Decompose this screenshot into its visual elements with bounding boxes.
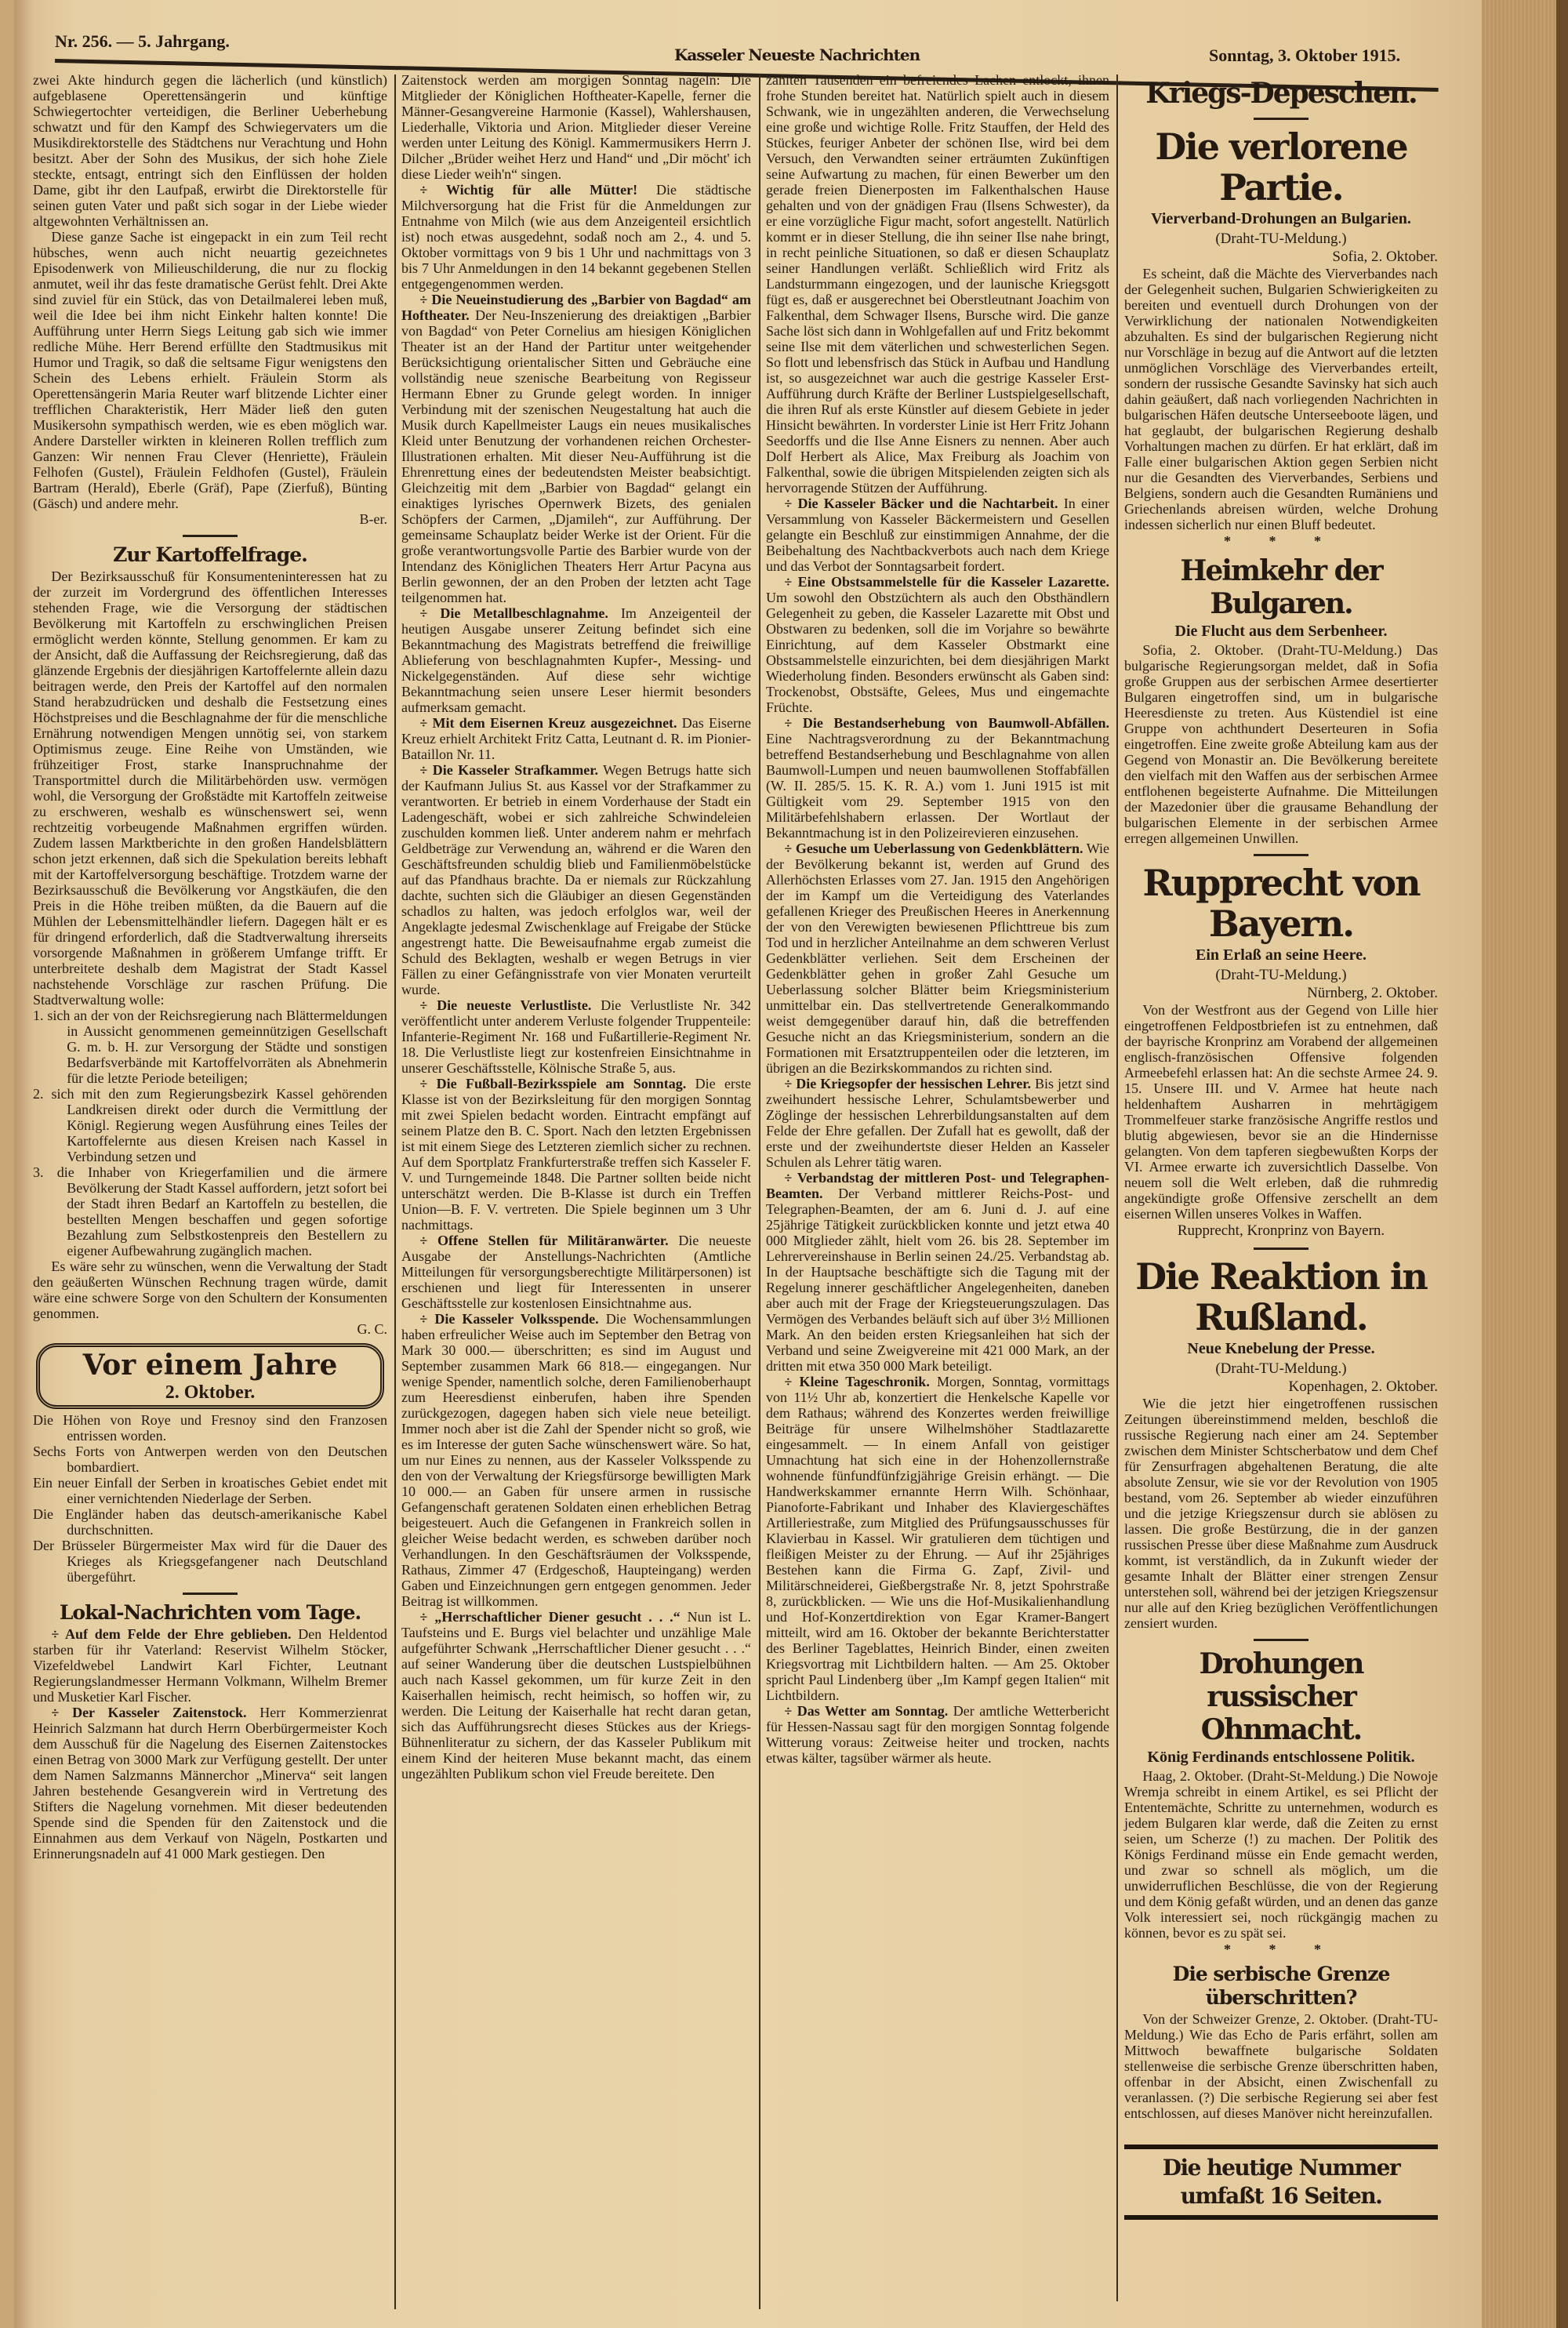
item-text: Nun ist L. Taufsteins und E. Burgs viel belachter und unzählige Male aufgeführter Schwank „Herrschaftlicher Diener gesucht . . .“ auf seiner Wanderung über die deutschen Lustspielbühnen auch nach Kassel gekommen, um für kurze Zeit in den Kaiserhallen heimisch, recht heimisch, so hoffen wir, zu werden. Die Leitung der Kaiserhalle hat recht daran getan, sich das Aufführungsrecht dieses Stückes aus der Kriegs-Bühnenliteratur zu sichern, der das Kasseler Publikum mit einem Kind der heiteren Muse bekannt macht, das einem ungezählten Publikum schon viel Freude bereitete. Den [401,1609,751,1781]
item-text: Die städtische Milchversorgung hat die Frist für die Anmeldungen zur Entnahme von Milch (wie aus dem Anzeigenteil ersichtlich ist) noch etwas ausgedehnt, sodaß noch am 2., 4. und 5. Oktober vormittags von 9 bis 1 Uhr und nachmittags von 3 bis 7 Uhr Anmeldungen in den 14 bekannt gegebenen Stellen entgegengenommen werden. [401,182,751,292]
list-item: 3. die Inhaber von Kriegerfamilien und die ärmere Bevölkerung der Stadt Kassel auffordern, jetzt sofort bei der Stadt ihren Bedarf an Kartoffeln zu bestellen, die bestellten Mengen beschaffen und gegen sofortige Bezahlung zum Selbstkostenpreis den Bestellern zu eigener Aufbewahrung zugänglich machen. [33,1164,387,1258]
item-text: Die erste Klasse ist von der Bezirksleitung für den morgigen Sonntag mit zwei Spielen bedacht worden. Eintracht empfängt auf seinem Platze den B. C. Sport. Nach den letzten Ergebnissen ist mit einem Siege des Letzteren ziemlich sicher zu rechnen. Auf dem Sportplatz Frankfurterstraße treffen sich Kasseler F. V. und Turngemeinde 1848. Die Partner sollten beide nicht unterschätzt werden. Die B-Klasse ist durch ein Treffen Union—B. F. V. vertreten. Die Spiele beginnen um 3 Uhr nachmittags. [401,1076,751,1233]
dateline: Sofia, 2. Oktober. [1332,249,1438,265]
author-signature: B-er. [359,511,387,527]
item-lead: ÷ Die Fußball-Bezirksspiele am Sonntag. [419,1076,687,1091]
column-2 [401,72,751,1781]
item-text: Wegen Betrugs hatte sich der Kaufmann Julius St. aus Kassel vor der Strafkammer zu verantworten. Er betrieb in einem Vorderhause der Stadt ein Ladengeschäft, wobei er sich zahlreiche Schwindeleien zuschulden kommen ließ. Unter anderem nahm er mehrfach Geldbeträge zur Verwendung an, während er die Waren den Geschäftsfreunden schuldig blieb und Familienmöbelstücke auf das Pfandhaus brachte. Da er niemals zur Rückzahlung dachte, suchten sich die Gläubiger an diesen Gegenständen schadlos zu halten, was jedoch erfolglos war, weil der Angeklagte jedesmal Zwischenklage auf Freigabe der Stücke angestrengt hatte. Die Beweisaufnahme ergab zumeist die Schuld des Beklagten, weshalb er wegen Betrugs in vier Fällen zu einer Gefängnisstrafe von vier Monaten verurteilt wurde. [401,762,752,997]
paragraph [401,1311,751,1609]
item-lead: ÷ Gesuche um Ueberlassung von Gedenkblättern. [784,841,1083,856]
item-lead: ÷ Offene Stellen für Militäranwärter. [419,1233,669,1248]
subheadline: Vierverband-Drohungen an Bulgarien. [1151,210,1411,227]
paragraph [33,1705,387,1861]
paragraph: Diese ganze Sache ist eingepackt in ein zum Teil recht hübsches, wenn auch nicht neuartig gezeichnetes Episodenwerk von Milieuschilderung, die nur zu flockig anmutet, weil ihr das feste dramatische Gerüst fehlt. Drei Akte sind zuviel für ein Stück, das von Detailmalerei leben muß, weil die Idee bei ihm nicht Einkehr halten konnte! Die Aufführung unter Herrn Siegs Leitung gab sich wie immer redliche Mühe. Herr Berend erfüllte den Stadtmusikus mit Humor und Tragik, so daß die seltsame Figur wenigstens den Schein des Lebens erhielt. Fräulein Storm als Operettensängerin Maria Reuter warf blitzende Lichter einer trefflichen Charakteristik, Herr Mäder ließ den guten Musikersohn sympathisch werden, wie es eben möglich war. Andere Darsteller wirkten in kleineren Rollen trefflich zum Ganzen: Wir nennen Frau Clever (Henriette), Fräulein Felhofen (Gustel), Fräulein Feldhofen (Gustel), Fräulein Bartram (Herald), Eberle (Gräf), Pape (Zierfuß), Bünting (Gäsch) und andere mehr. [33,229,387,511]
paragraph: Sofia, 2. Oktober. (Draht-TU-Meldung.) Das bulgarische Regierungsorgan meldet, daß in Sofia große Gruppen aus der serbischen Armee desertierter Bulgaren eingetroffen sind, um in bulgarische Heeresdienste zu treten. Aus Küstendiel ist eine Gruppe von achthundert Deserteuren in Sofia eingetroffen. Eine zweite große Abteilung kam aus der Gegend von Monastir an. Die Bevölkerung bereitete den vielfach mit den Waffen aus der serbischen Armee entflohenen begeisterte Aufnahme. Die Mitteilungen der Mazedonier über die grausame Behandlung der bulgarischen Elemente in der serbischen Armee erregen allgemeinen Unwillen. [1124,642,1438,846]
list-item: Die Höhen von Roye und Fresnoy sind den Franzosen entrissen worden. [33,1412,387,1444]
section-heading: Die serbische Grenze überschritten? [1172,1963,1390,2009]
dateline: (Draht-TU-Meldung.) [1215,967,1347,983]
vor-einem-jahre-box [36,1343,384,1409]
item-lead: ÷ Die Metallbeschlagnahme. [419,605,608,621]
divider [183,1593,238,1595]
item-text: Morgen, Sonntag, vormittags von 11½ Uhr ab, konzertiert die Henkelsche Kapelle vor dem Rathaus; während des Konzertes werden freiwillige Beiträge für unsere Wilhelmshöher Stadtlazarette eingesammelt. — In einem Anfall von geistiger Umnachtung hat sich eine in der Hohenzollernstraße wohnende fünfundfünfzigjährige Greisin erhängt. — Die Handwerkskammer ernannte Herrn Wilh. Schönhaar, Pianoforte-Fabrikant und Inhaber des Klaviergeschäftes Artilleriestraße, zum Mitglied des Prüfungsausschusses für Klavierbau in Kassel. Wir gratulieren dem tüchtigen und fleißigen Meister zu der Ehrung. — Auf ihr 25jähriges Bestehen kann die Firma G. Zapf, Zivil- und Militärschneiderei, Gießbergstraße Nr. 8, jetzt Spohrstraße 8, zurückblicken. — Wie uns die Hof-Musikalienhandlung und Hof-Konzertdirektion von Egar Kramer-Bangert mitteilt, wird am 16. Oktober der bekannte Berichterstatter des Berliner Tageblattes, Heinrich Binder, einen zweiten Kriegsvortrag mit Lichtbildern halten. — Am 25. Oktober spricht Paul Lindenberg über „Im Kampf gegen Italien“ mit Lichtbildern. [766,1374,1109,1703]
item-lead: ÷ Verbandstag der mittleren Post- und Telegraphen-Beamten. [766,1170,1109,1201]
item-lead: ÷ Die Kasseler Volksspende. [419,1311,599,1327]
dateline: Kopenhagen, 2. Oktober. [1288,1378,1438,1395]
list-item: Die Engländer haben das deutsch-amerikanische Kabel durchschnitten. [33,1506,387,1538]
paragraph [766,1076,1109,1170]
list-item: 2. sich mit den zum Regierungsbezirk Kassel gehörenden Landkreisen direkt oder durch die Vermittlung der Königl. Regierung wegen Ausführung eines Teiles der Kartoffelernte aus diesen Kreisen nach Kassel in Verbindung setzen und [33,1086,387,1164]
item-lead: ÷ Die neueste Verlustliste. [419,997,592,1013]
item-text: Im Anzeigenteil der heutigen Ausgabe unserer Zeitung befindet sich eine Bekanntmachung des Magistrats betreffend die freiwillige Ablieferung von beschlagnahmten Kupfer-, Messing- und Nickelgegenständen. Auf diese sehr wichtige Bekanntmachung seien unsere Leser hiermit besonders aufmerksam gemacht. [401,605,751,715]
issue-number: Nr. 256. — 5. Jahrgang. [55,31,230,51]
item-text: Um sowohl den Obstzüchtern als auch den Obsthändlern Gelegenheit zu geben, die Kasseler Lazarette mit Obst und Obstwaren zu bedenken, soll die im Vorjahre so bewährte Einrichtung, auf dem Kasseler Obstmarkt eine Obstsammelstelle einzurichten, bei dem diesjährigen Markt Wiederholung finden. Besonders erwünscht als Gaben sind: Trockenobst, Obstsäfte, Gelees, Mus und eingemachte Früchte. [766,590,1109,715]
item-text: Das Eiserne Kreuz erhielt Architekt Fritz Catta, Leutnant d. R. im Pionier-Bataillon Nr. 11. [401,715,751,762]
item-lead: ÷ Auf dem Felde der Ehre geblieben. [51,1626,292,1642]
item-text: Der Verband mittlerer Reichs-Post- und Telegraphen-Beamten, der am 6. Juni d. J. auf eine 25jährige Tätigkeit zurückblicken konnte und jetzt etwa 40 000 Mitglieder zählt, hielt vom 26. bis 28. September im Lehrervereinshause in Berlin seinen 24./25. Verbandstag ab. In der Hauptsache beschäftigte sich die Tagung mit der Regelung innerer geschäftlicher Angelegenheiten, daneben aber auch mit der Frage der Kriegsteuerungszulagen. Das Vermögen des Verbandes beläuft sich auf über 3½ Millionen Mark. An den beiden ersten Kriegsanleihen hat sich der Verband und seine Zweigvereine mit 421 000 Mark, an der dritten mit etwa 350 000 Mark beteiligt. [766,1186,1109,1374]
masthead: Kasseler Neueste Nachrichten [674,45,920,64]
column-3 [766,72,1109,1766]
divider [183,535,238,537]
headline: Drohungen russischer Ohnmacht. [1199,1647,1363,1746]
paragraph [401,605,751,715]
paragraph: Es scheint, daß die Mächte des Vierverbandes nach der Gelegenheit suchen, Bulgarien Schwierigkeiten zu bereiten und eventuell durch Drohungen von der Verwirklichung der nationalen Notwendigkeiten abzuhalten. Es sind der bulgarischen Regierung nicht nur Vorschläge in bezug auf die Antwort auf die letzten unmöglichen Vorschläge des Vierverbandes erteilt, sondern der russische Gesandte Savinsky hat sich auch dahin geäußert, daß nach vorliegenden Nachrichten in bulgarischen Häfen deutsche Unterseeboote lägen, und hat geglaubt, der bulgarischen Regierung deshalb Vorhaltungen machen zu dürfen. Er hat erklärt, daß im Falle einer bulgarischen Aktion gegen Serbien nicht nur die Gesandten des Vierverbandes, Serbiens und Belgiens, sondern auch die Gesandten Rumäniens und Griechenlands abreisen würden, welche Drohung indessen sicherlich nur einen Bluff bedeutet. [1124,266,1438,532]
section-separator: * * * [1224,1941,1338,1957]
headline: Die verlorene Partie. [1155,125,1407,209]
section-separator: * * * [1224,533,1338,549]
item-text: Den Heldentod starben für ihr Vaterland: Reservist Wilhelm Stöcker, Vizefeldwebel Landwirt Karl Fichter, Leutnant Regierungslandmesser Hermann Volkmann, Wilhelm Bremer und Musketier Karl Fischer. [33,1626,387,1705]
page-count-banner: Die heutige Nummer umfaßt 16 Seiten. [1124,2145,1438,2220]
paragraph [766,715,1109,841]
divider [1254,118,1308,120]
item-lead: ÷ Die Neueinstudierung des „Barbier von Bagdad“ am Hoftheater. [401,292,751,323]
paragraph: zählten Tausenden ein befreiendes Lachen entlockt, ihnen frohe Stunden bereitet hat. Natürlich spielt auch in diesem Schwank, wie in ungezählten anderen, die Verwechselung eine große und wichtige Rolle. Fritz Stauffen, der Held des Stückes, feuriger Anbeter der schönen Ilse, wird bei dem Versuch, den Verwandten seiner erträumten Zukünftigen seine Aufwartung zu machen, für einen Bewerber um den gerade freien Dienerposten im Falkenthalschen Hause gehalten und von der gnädigen Frau (Ilsens Schwester), da er eine vorzügliche Figur macht, sofort angestellt. Natürlich kommt er in dieser Stellung, die ihn seiner Ilse nahe bringt, in recht peinliche Situationen, so daß er diesen Schauplatz seiner Handlungen verläßt. Schließlich wird Fritz als Landsturmmann eingezogen, und der launische Kriegsgott fügt es, daß er ausgerechnet bei Oberstleutnant Joachim von Falkenthal, dem Schwager Ilsens, Bursche wird. Die ganze Sache löst sich dann in Wohlgefallen auf und Fritz bekommt seine Ilse mit dem väterlichen und schwesterlichen Segen. So flott und lebensfrisch das Stück in Aufbau und Handlung ist, so ausgezeichnet war auch die gestrige Kasseler Erst-Aufführung durch Kräfte der Berliner Lustspielgesellschaft, die ihren Ruf als erste Künstler auf diesem Gebiete in jeder Hinsicht bewährten. In vorderster Linie ist Herr Fritz Johann Seedorffs und die Ilse Anne Eisners zu nennen. Aber auch Dolf Herbert als Alice, Max Freiburg als Joachim von Falkenthal, sowie die übrigen Mitspielenden zeigten sich als hervorragende Stützen der Aufführung. [766,72,1109,496]
item-lead: ÷ Die Kasseler Strafkammer. [419,762,599,778]
item-lead: ÷ Kleine Tageschronik. [784,1374,930,1389]
author-signature: G. C. [357,1321,387,1337]
paragraph [401,762,751,997]
paragraph: Zaitenstock werden am morgigen Sonntag nageln: Die Mitglieder der Königlichen Hoftheater-Kapelle, ferner die Männer-Gesangvereine Harmonie (Kassel), Wahlershausen, Liederhalle, Viktoria und Arion. Mitglieder dieser Vereine werden unter Leitung des Königl. Kammermusikers Herrn J. Dilcher „Brüder weihet Herz und Hand“ und „Dir möcht' ich diese Lieder weih'n“ singen. [401,72,751,182]
paragraph [401,1609,751,1781]
column-4 [1124,72,1438,2220]
box-title: Vor einem Jahre [82,1349,338,1382]
paragraph [401,715,751,762]
dateline: Nürnberg, 2. Oktober. [1307,985,1438,1001]
section-heading: Lokal-Nachrichten vom Tage. [59,1601,361,1624]
item-lead: ÷ Wichtig für alle Mütter! [419,182,638,198]
item-lead: ÷ Das Wetter am Sonntag. [784,1703,949,1719]
subheadline: König Ferdinands entschlossene Politik. [1147,1749,1415,1766]
headline: Die Reaktion in Rußland. [1135,1255,1427,1338]
column-divider [759,74,760,2309]
paragraph [766,496,1109,574]
item-lead: ÷ Die Kasseler Bäcker und die Nachtarbeit. [784,496,1058,511]
list-item: Sechs Forts von Antwerpen werden von den Deutschen bombardiert. [33,1444,387,1475]
item-text: Eine Nachtragsverordnung zu der Bekanntmachung betreffend Bestandserhebung und Beschlagnahme von allen Baumwoll-Lumpen und neuen baumwollenen Stoffabfällen (W. II. 285/5. 15. K. R. A.) vom 1. Juni 1915 ist mit Gültigkeit vom 29. September 1915 von den Militärbefehlshabern erlassen. Der Wortlaut der Bekanntmachung ist in den Polizeirevieren einzusehen. [766,731,1109,841]
paragraph [766,1170,1109,1374]
item-text: Die Verlustliste Nr. 342 veröffentlicht unter anderem Verluste folgender Truppenteile: Infanterie-Regiment Nr. 168 und Fußartillerie-Regiment Nr. 18. Die Verlustliste liegt zur kostenfreien Einsichtnahme in unserer Geschäftsstelle, Kölnische Straße 5, aus. [401,997,752,1076]
paragraph: Wie die jetzt hier eingetroffenen russischen Zeitungen übereinstimmend melden, beschloß die russische Regierung nach einer am 24. September zwischen dem Minister Schtscherbatow und dem Chef für Zensurfragen abgehaltenen Beratung, die alte absolute Zensur, wie sie vor der Revolution von 1905 bestand, vom 26. September ab wieder einzuführen und die jetzige Kriegszensur durch sie ablösen zu lassen. Die große Bestürzung, die in der ganzen russischen Presse über diese Maßnahme zum Ausdruck kommt, ist verständlich, da in Zukunft wieder der gesamte Inhalt der Blätter einer strengen Zensur unterstehen soll, während bei der jetzigen Kriegszensur nur alle auf den Krieg bezüglichen Veröffentlichungen zensiert wurden. [1124,1396,1438,1631]
item-text: Der amtliche Wetterbericht für Hessen-Nassau sagt für den morgigen Sonntag folgende Witterung voraus: Zeitweise heiter und trocken, nachts etwas kälter, tagsüber wärmer als heute. [766,1703,1109,1766]
section-heading: Zur Kartoffelfrage. [113,543,307,566]
item-lead: ÷ Die Kriegsopfer der hessischen Lehrer. [784,1076,1032,1091]
subheadline: Die Flucht aus dem Serbenheer. [1174,623,1388,640]
list-item: 1. sich an der von der Reichsregierung nach Blättermeldungen in Aussicht genommenen gemeinnützigen Gesellschaft G. m. b. H. zur Versorgung der Städte und sonstigen Bedarfsverbände mit Kartoffelvorräten als Abnehmerin für die letzte Periode beteiligen; [33,1008,387,1086]
paragraph: Von der Schweizer Grenze, 2. Oktober. (Draht-TU-Meldung.) Wie das Echo de Paris erfährt, sollen am Mittwoch bewaffnete bulgarische Soldaten stellenweise die serbische Grenze überschritten haben, offenbar in der Absicht, einen Zwischenfall zu veranlassen. (?) Die serbische Regierung sei aber fest entschlossen, auf dieses Manöver nicht hereinzufallen. [1124,2011,1438,2121]
paragraph [401,997,751,1076]
paragraph [766,574,1109,715]
dateline: Rupprecht, Kronprinz von Bayern. [1177,1222,1385,1239]
item-text: Wie der Bevölkerung bekannt ist, werden auf Grund des Allerhöchsten Erlasses vom 27. Jan. 1915 den Angehörigen der im Kampf um die Verteidigung des Vaterlandes gefallenen Krieger des Preußischen Heeres in Anerkennung der von den Verewigten bewiesenen Pflichttreue bis zum Tod und in herzlicher Anteilnahme an dem schweren Verlust Gedenkblätter verliehen. Seit dem Erscheinen der Gedenkblätter gehen in großer Zahl Gesuche um Ueberlassung solcher Blätter beim Kriegsministerium unmittelbar ein. Das stellvertretende Generalkommando weist demgegenüber darauf hin, daß die betreffenden Gesuche nicht an das Kriegsministerium, sondern an die Formationen mit Ersatztruppenteilen oder die letzteren, im übrigen an die Bezirkskommandos zu richten sind. [766,841,1109,1076]
paragraph: Der Bezirksausschuß für Konsumenteninteressen hat zu der zurzeit im Vordergrund des öffentlichen Interesses stehenden Frage, wie die Versorgung der städtischen Bevölkerung mit Kartoffeln zu erschwinglichen Preisen ermöglicht werden könnte, Stellung genommen. Er kam zu der Ansicht, daß die Auffassung der Reichsregierung, daß das glänzende Ergebnis der diesjährigen Kartoffelernte allein dazu beitragen werde, den Preis der Kartoffel auf den normalen Stand herabzudrücken und deshalb die Festsetzung eines Höchstpreises und die Beschlagnahme der für die menschliche Ernährung notwendigen Mengen unnötig sei, von starkem Optimismus zeuge. Eine Reihe von Umständen, wie frühzeitiger Frost, starke Inanspruchnahme der Transportmittel durch die Militärbehörden usw. vermögen wohl, die Versorgung der Großstädte mit Kartoffeln zeitweise zu erschweren, weshalb es wünschenswert sei, wenn rechtzeitig vorbeugende Maßnahmen ergriffen würden. Zudem lassen Marktberichte in den großen Handelsblättern schon jetzt erkennen, daß sich die Spekulation bereits lebhaft mit der Kartoffelversorgung beschäftige. Trotzdem warne der Bezirksausschuß die Bevölkerung vor Angstkäufen, die den Preis in die Höhe treiben müßten, da die Bauern auf die Mühlen der Lebensmittelhändler liefern. Dagegen hält er es für dringend erforderlich, daß die Stadtverwaltung ihrerseits vorsorgende Maßnahmen in größerem Umfange trifft. Er unterbreitete deshalb dem Magistrat der Stadt Kassel nachstehende Vorschläge zur raschen Prüfung. Die Stadtverwaltung wolle: [33,568,387,1008]
list-item: Der Brüsseler Bürgermeister Max wird für die Dauer des Krieges als Kriegsgefangener nach Deutschland übergeführt. [33,1538,387,1585]
paragraph [401,1076,751,1233]
paragraph [401,1233,751,1311]
item-text: Bis jetzt sind zweihundert hessische Lehrer, Schulamtsbewerber und Zöglinge der hessischen Lehrerbildungsanstalten auf dem Felde der Ehre gefallen. Der Zufall hat es gewollt, daß der erste und der zweihundertste dieser Helden an Kasseler Schulen als Lehrer tätig waren. [766,1076,1110,1170]
item-lead: ÷ Mit dem Eisernen Kreuz ausgezeichnet. [419,715,677,731]
subheadline: Neue Knebelung der Presse. [1187,1340,1375,1357]
dateline: (Draht-TU-Meldung.) [1215,231,1347,247]
paragraph: zwei Akte hindurch gegen die lächerlich (und künstlich) aufgeblasene Operettensängerin und künftige Schwiegertochter verteidigen, die Berliner Ueberhebung schwatzt und für den Kampf des Schwiegervaters um die Musikdirektorstelle des Städtchens nur Verachtung und Hohn besitzt. Aber der Sohn des Musikus, der sich hohe Ziele steckte, entsagt, entringt sich den Einflüssen der holden Dame, gibt ihr den Laufpaß, erwirbt die Direktorstelle für seinen guten Vater und paßt sich sogar in der Liebe wieder altgewohnten Verhältnissen an. [33,72,387,229]
item-lead: ÷ Eine Obstsammelstelle für die Kasseler Lazarette. [784,574,1109,590]
paragraph [766,1374,1109,1703]
divider [1254,1639,1308,1641]
item-text: Die neueste Ausgabe der Anstellungs-Nachrichten (Amtliche Mitteilungen für versorgungsberechtigte Militärpersonen) ist erschienen und liegt für Interessenten in unserer Geschäftsstelle zur kostenlosen Einsichtnahme aus. [401,1233,751,1311]
divider [1254,1248,1308,1250]
issue-date: Sonntag, 3. Oktober 1915. [1209,45,1401,65]
box-date: 2. Oktober. [165,1382,256,1403]
headline: Heimkehr der Bulgaren. [1180,554,1382,620]
column-1 [33,72,387,1861]
paragraph: Haag, 2. Oktober. (Draht-St-Meldung.) Die Nowoje Wremja schreibt in einem Artikel, es sei Pflicht der Ententemächte, Schritte zu unternehmen, wodurch es jedem Bulgaren klar werde, daß die Zeiten zu ernst seien, um Scherze (!) zu machen. Der Politik des Königs Ferdinand müsse ein Ende gemacht werden, und zwar so schnell als möglich, um die unwiderruflichen Beschlüsse, die von der Regierung und dem König gefaßt würden, und an denen das ganze Volk interessiert sei, noch rückgängig machen zu können, bevor es zu spät sei. [1124,1768,1438,1941]
dateline: (Draht-TU-Meldung.) [1215,1360,1347,1377]
book-cover-edge [1556,0,1568,2328]
headline: Rupprecht von Bayern. [1142,862,1420,945]
item-lead: ÷ Die Bestandserhebung von Baumwoll-Abfällen. [784,715,1109,731]
paragraph [401,182,751,292]
item-text: In einer Versammlung von Kasseler Bäckermeistern und Gesellen gelangte ein Beschluß zur einstimmigen Annahme, der die Beibehaltung des Nachtbackverbots auch nach dem Kriege und das Verbot der Sonntagsarbeit fordert. [766,496,1109,574]
item-lead: ÷ Der Kasseler Zaitenstock. [51,1705,247,1720]
column-divider [1116,74,1118,2301]
paragraph [401,292,751,605]
paragraph: Von der Westfront aus der Gegend von Lille hier eingetroffenen Feldpostbriefen ist zu entnehmen, daß der bayrische Kronprinz am Vorabend der allgemeinen englisch-französischen Offensive folgenden Armeebefehl erlassen hat: An die sechste Armee 24. 9. 15. Unsere III. und V. Armee hat heute nach heldenhaftem Ausharren in mehrtägigem Trommelfeuer starke französische Angriffe restlos und blutig abgewiesen, bevor sie an die Hindernisse gelangten. Von dem tapferen siegbewußten Korps der VI. Armee erwarte ich zuversichtlich Dasselbe. Von neuem soll die Welt erleben, daß die ruhmredig angekündigte große Offensive zerschellt an dem eisernen Willen unseres Volkes in Waffen. [1124,1002,1438,1222]
column-divider [394,74,396,2309]
item-lead: ÷ „Herrschaftlicher Diener gesucht . . .“ [419,1609,681,1625]
headline: Kriegs-Depeschen. [1145,77,1417,110]
divider [1254,854,1308,856]
paragraph: Es wäre sehr zu wünschen, wenn die Verwaltung der Stadt den geäußerten Wünschen Rechnung tragen würde, damit wäre eine schwere Sorge von den Schultern der Konsumenten genommen. [33,1258,387,1321]
subheadline: Ein Erlaß an seine Heere. [1196,946,1367,964]
item-text: Herr Kommerzienrat Heinrich Salzmann hat durch Herrn Oberbürgermeister Koch dem Ausschuß für die Nagelung des Eisernen Zaitenstockes einen Betrag von 3000 Mark zur Verfügung gestellt. Der unter dem Namen Salzmanns Männerchor „Minerva“ seit langen Jahren bestehende Gesangverein wird in Vertretung des Stifters die Nagelung vornehmen. Mit dieser bedeutenden Spende sind die Spenden für den Zaitenstock und die Einnahmen aus dem Verkauf von Nägeln, Postkarten und Erinnerungsnadeln auf 41 000 Mark gestiegen. Den [33,1705,387,1861]
book-page-edges [1482,0,1568,2328]
paragraph [766,1703,1109,1766]
item-text: Der Neu-Inszenierung des dreiaktigen „Barbier von Bagdad“ von Peter Cornelius am hiesigen Königlichen Theater ist an der Hand der Partitur unter weitgehender Berücksichtigung orientalischer Sitten und Gebräuche eine vollständig neue szenische Bearbeitung von Regisseur Hermann Ebner zu Grunde gelegt worden. In inniger Verbindung mit der szenischen Neugestaltung hat auch die Musik durch Kapellmeister Laugs ein neues musikalisches Kleid unter Benutzung der vorhandenen reichen Orchester-Illustrationen erhalten. Mit dieser Neu-Aufführung ist die Ehrenrettung eines der bedeutendsten Meister beabsichtigt. Gleichzeitig mit dem „Barbier von Bagdad“ gelangt ein einaktiges lyrisches Opernwerk Bizets, des genialen Schöpfers der Carmen, „Djamileh“, zur Aufführung. Der gemeinsame Schauplatz beider Werke ist der Orient. Für die große verantwortungsvolle Partie des Barbier wurde von der Intendanz des Königlichen Theaters Herr Artur Pacyna aus Berlin gewonnen, der an den Proben der letzten acht Tage teilgenommen hat. [401,307,751,605]
paragraph [766,841,1109,1076]
list-item: Ein neuer Einfall der Serben in kroatisches Gebiet endet mit einer vernichtenden Niederlage der Serben. [33,1475,387,1506]
paragraph [33,1626,387,1705]
item-text: Die Wochensammlungen haben erfreulicher Weise auch im September den Betrag von Mark 30 000.— überschritten; es sind im August und September zusammen Mark 66 818.— eingegangen. Nur wenige Spender, namentlich solche, deren Familienoberhaupt zum Heeresdienst einberufen, haben ihre Spenden zurückgezogen, dagegen haben sich viele neue beteiligt. Immer noch aber ist die Zahl der Spender nicht so groß, wie es im Interesse der guten Sache wünschenswert wäre. So hat, um nur Eines zu nennen, aus der Kasseler Volksspende zu den von der Verwaltung der Kriegsfürsorge bewilligten Mark 10 000.— an Gaben für unsere armen in russische Gefangenschaft geratenen Soldaten einen erheblichen Betrag beigesteuert. Auch die Gefangenen in Frankreich sollen in gleicher Weise bedacht werden, es schweben darüber noch Verhandlungen. In den Geschäftsräumen der Volksspende, Rathaus, Zimmer 47 (Erdgeschoß, Haupteingang) werden Gaben und Einzeichnungen gern entgegen genommen. Jeder Beitrag ist willkommen. [401,1311,752,1609]
